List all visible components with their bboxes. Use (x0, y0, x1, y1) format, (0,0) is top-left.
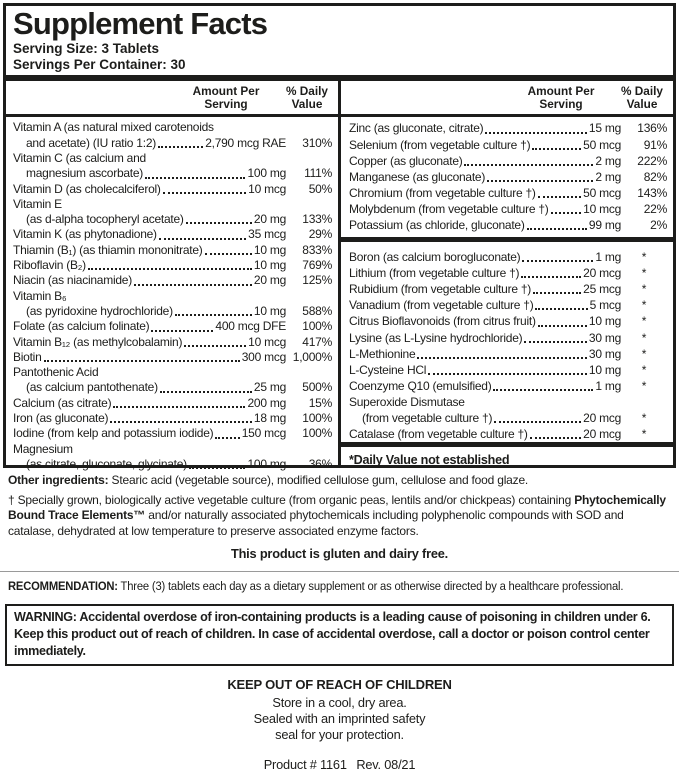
nutrient-line (13, 166, 332, 181)
nutrient-name: Coenzyme Q10 (emulsified) (349, 378, 492, 393)
nutrient-name: Vitamin K (as phytonadione) (13, 227, 157, 242)
nutrient-name: (as calcium pantothenate) (26, 380, 158, 395)
nutrient-name: Selenium (from vegetable culture †) (349, 137, 531, 152)
dot-leader (493, 389, 593, 391)
nutrient-daily-value: 2% (650, 217, 667, 232)
nutrient-row (13, 258, 332, 273)
nutrient-line (13, 457, 332, 472)
nutrient-daily-value: * (641, 411, 647, 425)
nutrient-daily-value: 100% (302, 426, 332, 441)
dot-leader (494, 421, 581, 423)
nutrient-name: Molybdenum (from vegetable culture †) (349, 201, 549, 216)
dot-leader (532, 148, 581, 150)
divider-rule (0, 571, 679, 572)
group-divider (341, 237, 673, 242)
nutrient-row (13, 289, 332, 320)
nutrient-amount: 10 mcg (583, 201, 621, 216)
other-ingredients-text: Stearic acid (vegetable source), modified cellulose gum, cellulose and food glaze. (108, 473, 529, 487)
dot-leader (159, 238, 246, 240)
nutrient-daily-value: * (641, 378, 647, 393)
dot-leader (530, 437, 581, 439)
servings-per-container: Servings Per Container: 30 (13, 57, 186, 72)
nutrient-row (13, 182, 332, 197)
nutrient-line (13, 289, 332, 304)
nutrient-row (349, 185, 667, 201)
nutrient-row (349, 426, 667, 442)
nutrient-name: Rubidium (from vegetable culture †) (349, 282, 532, 297)
nutrient-amount: 99 mg (588, 217, 621, 232)
nutrient-name: Vitamin B₁₂ (as methylcobalamin) (13, 334, 183, 349)
nutrient-daily-value: 310% (302, 135, 332, 150)
nutrient-amount: 10 mcg (248, 181, 286, 196)
dot-leader (189, 467, 246, 469)
nutrient-name: Boron (as calcium borogluconate) (349, 250, 521, 265)
amount-per-serving-header (182, 85, 270, 111)
dot-leader (145, 177, 245, 179)
keep-out-heading: KEEP OUT OF REACH OF CHILDREN (227, 677, 452, 693)
nutrient-row (13, 120, 332, 151)
nutrient-line (349, 410, 667, 426)
nutrient-name: Manganese (as gluconate) (349, 169, 486, 184)
nutrient-amount: 50 mcg (583, 137, 621, 152)
nutrient-line (349, 346, 667, 362)
nutrient-daily-value: 769% (302, 258, 332, 273)
right-nutrient-table-trace (349, 246, 667, 442)
dot-leader (113, 406, 245, 408)
supplement-label (0, 3, 679, 772)
nutrient-row (13, 365, 332, 396)
nutrient-daily-value: 133% (302, 212, 332, 227)
nutrient-daily-value: * (641, 427, 647, 442)
nutrient-columns (6, 75, 673, 471)
nutrient-row (13, 197, 332, 228)
dot-leader (151, 330, 213, 332)
nutrient-row (349, 378, 667, 394)
nutrient-line (13, 182, 332, 197)
dot-leader (487, 180, 593, 182)
other-ingredients-label: Other ingredients: (8, 473, 109, 487)
nutrient-name: (as citrate, gluconate, glycinate) (26, 456, 187, 471)
nutrient-daily-value: * (641, 298, 647, 313)
amount-header-line1: Amount Per (527, 84, 595, 98)
dot-leader (186, 222, 252, 224)
nutrient-line (13, 396, 332, 411)
nutrient-line (13, 273, 332, 288)
nutrient-name: Potassium (as chloride, gluconate) (349, 217, 525, 232)
warning-box: WARNING: Accidental overdose of iron-containing products is a leading cause of poisoning in children under 6. Keep this product out of reach of children. In case of accidental overdose, call a doctor or poison control center immediately. (5, 604, 674, 666)
nutrient-line (13, 319, 332, 334)
nutrient-amount: 10 mg (253, 303, 286, 318)
nutrient-line (13, 197, 332, 212)
nutrient-name: Superoxide Dismutase (349, 394, 465, 409)
nutrient-daily-value: 125% (302, 273, 332, 288)
dot-leader (158, 146, 203, 148)
dot-leader (215, 437, 239, 439)
product-revision: Product # 1161 Rev. 08/21 (263, 757, 416, 772)
nutrient-row (13, 350, 332, 365)
nutrient-amount: 25 mg (253, 380, 286, 395)
nutrient-name: Vitamin D (as cholecalciferol) (13, 181, 161, 196)
nutrient-line (13, 380, 332, 395)
nutrient-amount: 30 mg (588, 346, 621, 361)
nutrient-amount: 400 mcg DFE (215, 319, 286, 334)
nutrient-line (13, 120, 332, 135)
amount-header-line2: Serving (539, 97, 583, 112)
nutrient-name: Chromium (from vegetable culture †) (349, 185, 536, 200)
daily-value-footnote: *Daily Value not established (349, 453, 510, 468)
nutrient-line (13, 411, 332, 426)
nutrient-daily-value: 91% (643, 137, 667, 152)
nutrient-line (13, 243, 332, 258)
dagger-note-prefix: † Specially grown, biologically active vegetable culture (from organic peas, lentils and/or chickpeas) containing (8, 493, 575, 508)
nutrient-amount: 1 mg (595, 378, 621, 393)
nutrient-daily-value: 100% (302, 411, 332, 426)
nutrient-line (349, 362, 667, 378)
supplement-facts-panel (3, 3, 676, 471)
nutrient-name: Vanadium (from vegetable culture †) (349, 298, 534, 313)
nutrient-daily-value: * (641, 314, 647, 329)
gluten-dairy-note: This product is gluten and dairy free. (230, 545, 449, 561)
nutrient-row (13, 335, 332, 350)
nutrient-amount: 15 mg (588, 121, 621, 136)
nutrient-name: Calcium (as citrate) (13, 395, 112, 410)
nutrient-daily-value: 111% (304, 166, 332, 181)
dot-leader (521, 276, 581, 278)
label-footer (0, 468, 679, 772)
dot-leader (44, 360, 240, 362)
nutrient-name: Vitamin B₆ (13, 288, 67, 303)
dv-header-line2: Value (626, 97, 658, 112)
dot-leader (538, 196, 581, 198)
nutrient-line (349, 153, 667, 169)
nutrient-amount: 30 mg (588, 330, 621, 345)
nutrient-line (349, 201, 667, 217)
nutrient-row (13, 273, 332, 288)
dagger-note-trademark: Phytochemically Bound Trace Elements™ (8, 493, 666, 523)
right-column-header (349, 81, 667, 114)
nutrient-daily-value: 82% (643, 169, 667, 184)
nutrient-daily-value: * (641, 346, 647, 361)
nutrient-amount: 2,790 mcg RAE (205, 135, 286, 150)
storage-line: seal for your protection. (275, 727, 404, 743)
dot-leader (535, 308, 587, 310)
nutrient-row (349, 281, 667, 297)
nutrient-name: Vitamin A (as natural mixed carotenoids (13, 120, 214, 135)
nutrient-row (349, 153, 667, 169)
nutrient-daily-value: 136% (637, 121, 667, 136)
nutrient-line (13, 442, 332, 457)
nutrient-row (13, 151, 332, 182)
right-nutrient-table-minerals (349, 117, 667, 233)
left-nutrient-table (13, 117, 332, 472)
nutrient-name: Citrus Bioflavonoids (from citrus fruit) (349, 314, 536, 329)
amount-header-line1: Amount Per (192, 84, 260, 98)
nutrient-name: Copper (as gluconate) (349, 153, 463, 168)
nutrient-line (349, 394, 667, 410)
dv-header-line1: % Daily (621, 84, 663, 98)
nutrient-row (13, 243, 332, 258)
dot-leader (522, 260, 593, 262)
dot-leader (538, 325, 587, 327)
nutrient-name: Biotin (13, 349, 42, 364)
nutrient-line (13, 151, 332, 166)
nutrient-row (349, 169, 667, 185)
nutrient-name: L-Cysteine HCl (349, 362, 427, 377)
dot-leader (88, 268, 252, 270)
nutrient-row (349, 362, 667, 378)
dot-leader (134, 284, 252, 286)
nutrient-line (349, 169, 667, 185)
nutrient-daily-value: 100% (302, 319, 332, 334)
nutrient-daily-value: 417% (302, 334, 332, 349)
nutrient-name: Magnesium (13, 441, 73, 456)
nutrient-row (349, 346, 667, 362)
nutrient-row (349, 297, 667, 313)
nutrient-amount: 20 mg (253, 273, 286, 288)
nutrient-line (349, 249, 667, 265)
panel-title: Supplement Facts (13, 6, 268, 41)
nutrient-line (349, 281, 667, 297)
nutrient-amount: 20 mg (253, 212, 286, 227)
dot-leader (464, 164, 593, 166)
nutrient-row (13, 442, 332, 473)
nutrient-daily-value: * (641, 266, 647, 281)
amount-per-serving-header (517, 85, 605, 111)
nutrient-line (349, 313, 667, 329)
nutrient-line (349, 120, 667, 136)
nutrient-daily-value: 143% (637, 185, 667, 200)
nutrient-row (13, 319, 332, 334)
nutrient-name: Lysine (as L-Lysine hydrochloride) (349, 330, 523, 345)
nutrient-daily-value: 50% (308, 181, 332, 196)
nutrient-row (349, 394, 667, 426)
nutrient-name: L-Methionine (349, 346, 416, 361)
nutrient-amount: 20 mcg (583, 427, 621, 442)
dot-leader (551, 212, 582, 214)
nutrient-amount: 2 mg (595, 153, 621, 168)
nutrient-line (13, 365, 332, 380)
nutrient-line (13, 136, 332, 151)
nutrient-name: (as pyridoxine hydrochloride) (26, 303, 173, 318)
dot-leader (205, 253, 252, 255)
nutrient-amount: 300 mcg (241, 349, 286, 364)
nutrient-line (349, 330, 667, 346)
nutrient-name: Iodine (from kelp and potassium iodide) (13, 426, 214, 441)
nutrient-amount: 10 mg (588, 362, 621, 377)
nutrient-row (349, 313, 667, 329)
nutrient-amount: 2 mg (595, 169, 621, 184)
nutrient-row (13, 426, 332, 441)
group-divider (341, 442, 673, 447)
nutrient-name: magnesium ascorbate) (26, 166, 144, 181)
panel-header (6, 6, 673, 75)
nutrient-line (349, 185, 667, 201)
nutrient-name: Catalase (from vegetable culture †) (349, 427, 528, 442)
nutrient-amount: 100 mg (247, 166, 286, 181)
nutrient-amount: 10 mg (253, 258, 286, 273)
nutrient-daily-value: * (641, 362, 647, 377)
nutrient-line (349, 297, 667, 313)
nutrient-row (349, 201, 667, 217)
dot-leader (485, 132, 586, 134)
nutrient-line (349, 426, 667, 442)
dv-header-line1: % Daily (286, 84, 328, 98)
storage-note (8, 695, 671, 743)
other-ingredients (8, 473, 671, 488)
nutrient-line (13, 304, 332, 319)
nutrient-daily-value: * (641, 282, 647, 297)
nutrient-line (349, 217, 667, 233)
nutrient-name: Vitamin E (13, 196, 62, 211)
nutrient-daily-value: 36% (308, 456, 332, 471)
percent-daily-value-header (617, 85, 667, 111)
nutrient-name: Vitamin C (as calcium and (13, 151, 146, 165)
nutrient-amount: 5 mcg (589, 298, 621, 313)
storage-line: Sealed with an imprinted safety (253, 711, 426, 727)
nutrient-daily-value: 222% (637, 153, 667, 168)
nutrient-row (13, 396, 332, 411)
nutrient-line (13, 426, 332, 441)
nutrient-line (13, 227, 332, 242)
nutrient-line (13, 258, 332, 273)
nutrient-name: Lithium (from vegetable culture †) (349, 266, 520, 281)
serving-size: Serving Size: 3 Tablets (13, 41, 160, 56)
nutrient-row (13, 227, 332, 242)
amount-header-line2: Serving (204, 97, 248, 112)
nutrient-name: Pantothenic Acid (13, 365, 99, 380)
dv-header-line2: Value (291, 97, 323, 112)
nutrient-amount: 18 mg (253, 411, 286, 426)
dot-leader (428, 373, 587, 375)
percent-daily-value-header (282, 85, 332, 111)
nutrient-amount: 20 mcg (583, 411, 621, 425)
dot-leader (163, 192, 246, 194)
nutrient-line (13, 335, 332, 350)
nutrient-amount: 200 mg (247, 395, 286, 410)
nutrient-daily-value: 588% (302, 303, 332, 318)
nutrient-line (13, 212, 332, 227)
nutrient-row (349, 217, 667, 233)
nutrient-amount: 1 mg (595, 250, 621, 265)
nutrient-row (349, 120, 667, 136)
nutrient-row (349, 137, 667, 153)
nutrient-amount: 20 mcg (583, 266, 621, 281)
nutrient-daily-value: * (641, 250, 647, 265)
dot-leader (160, 391, 252, 393)
nutrient-daily-value: 1,000% (292, 349, 332, 364)
nutrient-name: Riboflavin (B₂) (13, 258, 86, 273)
right-nutrient-column (338, 81, 673, 468)
nutrient-row (349, 265, 667, 281)
recommendation-label: RECOMMENDATION: (8, 578, 118, 593)
nutrient-amount: 10 mcg (248, 334, 286, 349)
dot-leader (110, 421, 252, 423)
left-nutrient-column (6, 81, 338, 471)
nutrient-name: Iron (as gluconate) (13, 411, 109, 426)
nutrient-line (13, 350, 332, 365)
nutrient-name: Thiamin (B₁) (as thiamin mononitrate) (13, 242, 203, 257)
nutrient-row (349, 330, 667, 346)
nutrient-amount: 10 mg (588, 314, 621, 329)
nutrient-name: Zinc (as gluconate, citrate) (349, 121, 484, 136)
nutrient-amount: 35 mcg (248, 227, 286, 242)
nutrient-amount: 25 mcg (583, 282, 621, 297)
nutrient-row (349, 249, 667, 265)
dot-leader (184, 345, 246, 347)
nutrient-line (349, 265, 667, 281)
nutrient-amount: 50 mcg (583, 185, 621, 200)
dot-leader (527, 228, 587, 230)
nutrient-daily-value: 29% (308, 227, 332, 242)
nutrient-line (349, 378, 667, 394)
left-column-header (13, 81, 332, 114)
nutrient-name: (from vegetable culture †) (362, 411, 493, 425)
dot-leader (533, 292, 581, 294)
nutrient-name: (as d-alpha tocopheryl acetate) (26, 212, 184, 227)
nutrient-amount: 100 mg (247, 456, 286, 471)
nutrient-line (349, 137, 667, 153)
nutrient-daily-value: 500% (302, 380, 332, 395)
dot-leader (417, 357, 587, 359)
nutrient-daily-value: 22% (643, 201, 667, 216)
nutrient-row (13, 411, 332, 426)
nutrient-name: Niacin (as niacinamide) (13, 273, 132, 288)
storage-line: Store in a cool, dry area. (272, 695, 407, 711)
nutrient-daily-value: * (641, 330, 647, 345)
dagger-note-suffix: and/or naturally associated phytochemicals including polyphenolic compounds with SOD and catalase, dehydrated at low temperature to preserve associated enzyme factors. (8, 508, 624, 538)
dagger-note (8, 493, 671, 539)
nutrient-daily-value: 833% (302, 242, 332, 257)
nutrient-daily-value: 15% (308, 395, 332, 410)
dot-leader (175, 314, 252, 316)
recommendation (8, 578, 624, 594)
dot-leader (524, 341, 587, 343)
nutrient-amount: 10 mg (253, 242, 286, 257)
recommendation-text: Three (3) tablets each day as a dietary supplement or as otherwise directed by a healthcare professional. (117, 578, 624, 593)
nutrient-name: Folate (as calcium folinate) (13, 319, 150, 334)
nutrient-amount: 150 mcg (241, 426, 286, 441)
nutrient-name: and acetate) (IU ratio 1:2) (26, 135, 156, 150)
